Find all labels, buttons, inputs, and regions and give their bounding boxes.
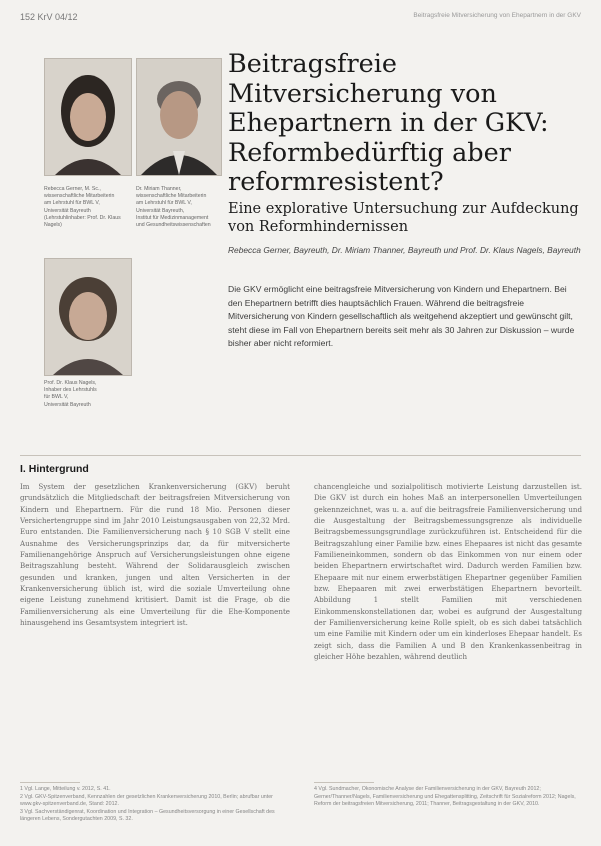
caption-thanner: Prof. Dr. Klaus Nagels, Inhaber des Lehrstuhls für BWL V, Universität Bayreuth [44,380,97,408]
body-column-left: Im System der gesetzlichen Krankenversicherung (GKV) beruht grundsätzlich die Mitgliedschaft der beitragsfreien Mitversicherung von Kindern und Ehepartnern. Für die rund 18 Mio. Personen dieser Versichertengruppe sind im Jahr 2010 Leistungsausgaben von 22,32 Mrd. Euro entstanden. Die Familienversicherung nach § 10 SGB V stellt eine Ausnahme des Versicherungsprinzips dar, da für mitversicherte Familienangehörige Anspruch auf Versicherungsleistungen ohne eigene Beitragszahlung besteht. Während der Solidarausgleich zwischen gesunden und kranken, jungen und alten Versicherten in der Krankenversicherung üblich ist, wird die soziale Umverteilung ohne eigene Leistung zunehmend kritisiert. Damit ist die Frage, ob die Familienversicherung als eine Umverteilung für die Ehe-Komponente hinausgehend ins Gesamtsystem integriert ist. [20,482,290,628]
footnote-3: 3 Vgl. Sachverständigenrat, Koordination und Integration – Gesundheitsversorgung in einer Gesellschaft des längeren Lebens, Sondergutachten 2009, S. 32. [20,808,275,823]
section-heading: I. Hintergrund [20,463,89,475]
author-photo-thanner [44,258,132,376]
portrait-photo-icon [45,259,131,375]
portrait-photo-icon [137,59,221,175]
author-photo-gerner [44,58,132,176]
article-title: Beitragsfreie Mitversicherung von Ehepartnern in der GKV: Reformbedürftig aber reformresistent? [228,49,549,197]
caption-gerner: Rebecca Gerner, M. Sc., wissenschaftliche Mitarbeiterin am Lehrstuhl für BWL V, Universität Bayreuth (Lehrstuhlinhaber: Prof. Dr. Klaus Nagels) [44,186,121,229]
section-divider [20,455,581,456]
footnote-rule-left [20,782,80,783]
footnote-rule-right [314,782,374,783]
page-number: 152 KrV 04/12 [20,12,78,22]
footnote-1: 1 Vgl. Lange, Mitteilung v. 2012, S. 41. [20,786,111,792]
caption-nagels: Dr. Miriam Thanner, wissenschaftliche Mitarbeiterin am Lehrstuhl für BWL V, Universität Bayreuth, Institut für Medizinmanagement und Gesundheitswissenschaften [136,186,211,229]
footnote-2: 2 Vgl. GKV-Spitzenverband, Kennzahlen der gesetzlichen Krankenversicherung 2010, Berlin; abrufbar unter www.gkv-spitzenverband.de, Stand: 2012. [20,793,273,808]
article-abstract: Die GKV ermöglicht eine beitragsfreie Mitversicherung von Kindern und Ehepartnern. Bei den Ehepartnern betrifft dies hauptsächlich Frauen. Während die beitragsfreie Mitversicherung von Kindern gesellschaftlich als weitgehend akzeptiert und gewünscht gilt, steht diese im Fall von Ehepartnern bereits seit mehr als 30 Jahren zur Diskussion – wurde bisher aber nicht reformiert. [228,284,575,348]
body-column-right: chancengleiche und sozialpolitisch motivierte Leistung darzustellen ist. Die GKV ist durch ein hohes Maß an interpersonellen Umverteilungen gekennzeichnet, was u. a. auf die beitragsfreie Familienversicherung und die Ausgestaltung der Beitragsbemessungsgrenze als individuelle Beitragsbemessungsgrundlage zurückzuführen ist. Entscheidend für die Beitragszahlung einer Familie bzw. eines Ehepaares ist nicht das gesamte Familieneinkommen, sondern ob das Einkommen von nur einem oder beiden Ehepartnern erwirtschaftet wird. Dadurch werden Familien bzw. Ehepaare mit nur einem erwerbstätigen Ehepartner gegenüber Familien bzw. Ehepaaren mit zwei erwerbstätigen Ehepartnern bevorteilt. Abbildung 1 stellt Familien mit verschiedenen Einkommenskonstellationen dar, wobei es aufgrund der Ausgestaltung der Familienversicherung keine Rolle spielt, ob es sich dabei tatsächlich um eine Familie mit Kindern oder um ein kinderloses Ehepaar handelt. Es zeigt sich, dass die Familien A und B den Krankenkassenbeitrag in gleicher Höhe bezahlen, während deutlich [314,482,582,662]
article-subtitle: Eine explorative Untersuchung zur Aufdeckung von Reformhindernissen [228,201,579,235]
author-photo-nagels [136,58,222,176]
running-title: Beitragsfreie Mitversicherung von Ehepartnern in der GKV [413,12,581,19]
portrait-photo-icon [45,59,131,175]
footnotes-left [20,786,288,838]
footnotes-right [314,786,582,838]
footnote-4: 4 Vgl. Sundmacher, Ökonomische Analyse der Familienversicherung in der GKV, Bayreuth 2012; Gerner/Thanner/Nagels, Familienversicherung und Ehegattensplitting, Zeitschrift für Sozialreform 2012; Nagels, Reform der beitragsfreien Mitversicherung, 2011; Thanner, Beitragsgestaltung in der GKV, 2010. [314,786,576,808]
article-authors: Rebecca Gerner, Bayreuth, Dr. Miriam Thanner, Bayreuth und Prof. Dr. Klaus Nagels, Bayreuth [228,245,581,255]
